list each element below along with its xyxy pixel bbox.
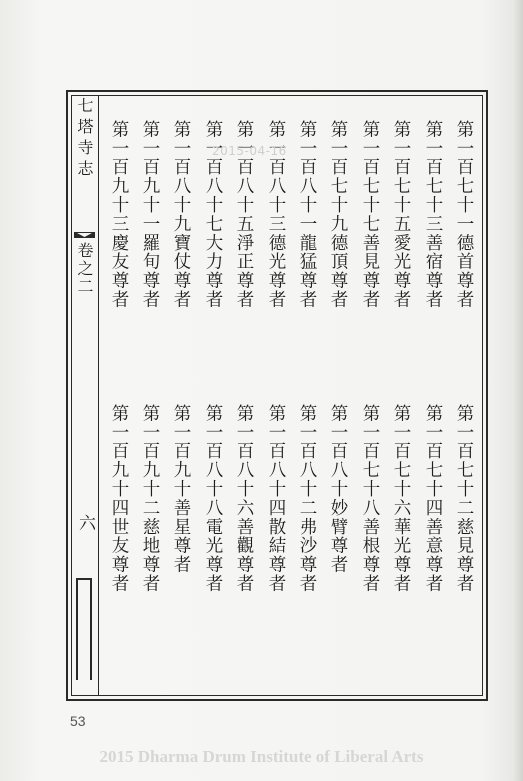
upper-entry: 第一百八十七大力尊者 xyxy=(203,120,223,309)
lower-entry: 第一百七十四善意尊者 xyxy=(423,404,443,593)
lower-entry: 第一百九十四世友尊者 xyxy=(109,404,129,593)
upper-entry: 第一百七十七善見尊者 xyxy=(360,120,380,309)
upper-entry: 第一百七十一德首尊者 xyxy=(454,120,474,309)
lower-entry: 第一百八十八電光尊者 xyxy=(203,404,223,593)
copyright-watermark: 2015 Dharma Drum Institute of Liberal Arts xyxy=(99,747,424,766)
margin-bracket xyxy=(76,578,92,680)
upper-entry: 第一百七十三善宿尊者 xyxy=(423,120,443,309)
upper-entry: 第一百八十九寶仗尊者 xyxy=(171,120,191,309)
upper-entry: 第一百七十五愛光尊者 xyxy=(391,120,411,309)
fish-tail-mark-icon xyxy=(71,231,98,239)
margin-column-rule xyxy=(98,95,99,696)
upper-entry: 第一百八十一龍猛尊者 xyxy=(297,120,317,309)
lower-entry: 第一百七十八善根尊者 xyxy=(360,404,380,593)
page-edge-shadow xyxy=(513,0,523,781)
volume-label: 卷之二 xyxy=(75,242,94,296)
lower-entry: 第一百七十二慈見尊者 xyxy=(454,404,474,593)
upper-entry: 第一百九十一羅旬尊者 xyxy=(140,120,160,309)
book-title: 七塔寺志 xyxy=(75,97,94,181)
folio-number: 六 xyxy=(75,514,95,532)
lower-entry: 第一百九十善星尊者 xyxy=(171,404,191,575)
lower-entry: 第一百八十四散結尊者 xyxy=(266,404,286,593)
lower-entry: 第一百八十六善觀尊者 xyxy=(234,404,254,593)
lower-entry: 第一百九十二慈地尊者 xyxy=(140,404,160,593)
upper-entry: 第一百八十五淨正尊者 xyxy=(234,120,254,309)
lower-entry: 第一百八十妙臂尊者 xyxy=(328,404,348,575)
upper-entry: 第一百八十三德光尊者 xyxy=(266,120,286,309)
lower-entry: 第一百八十二弗沙尊者 xyxy=(297,404,317,593)
lower-entry: 第一百七十六華光尊者 xyxy=(391,404,411,593)
page-number: 53 xyxy=(70,713,86,729)
upper-entry: 第一百七十九德頂尊者 xyxy=(328,120,348,309)
scan-date-watermark: 2015-04-16 xyxy=(212,144,287,158)
upper-entry: 第一百九十三慶友尊者 xyxy=(109,120,129,309)
